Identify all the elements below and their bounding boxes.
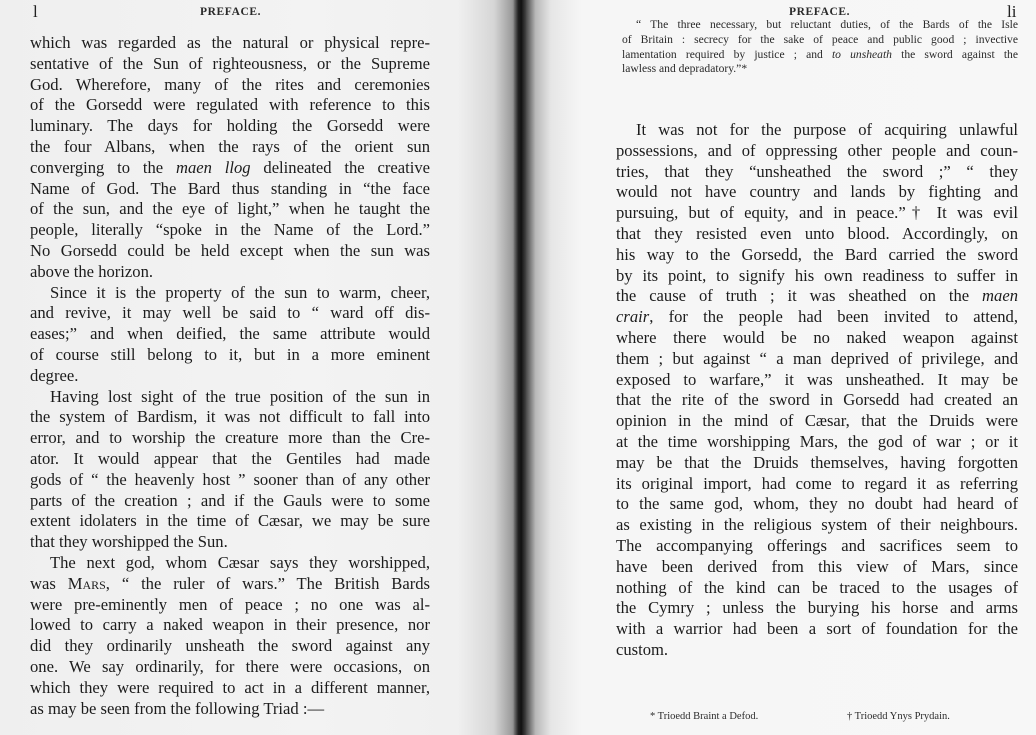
text-line: of the sun, and the eye of light,” when he taught the — [30, 199, 430, 219]
text-line: the cause of truth ; it was sheathed on the maen — [616, 286, 1018, 306]
text-line: error, and to worship the creature more than the Cre- — [30, 428, 430, 448]
right-page-number: li — [1007, 2, 1017, 21]
text-line: opinion in the mind of Cæsar, that the Druids were — [616, 411, 1018, 431]
paragraph — [30, 553, 430, 719]
text-line: luminary. The days for holding the Gorsedd were — [30, 116, 430, 136]
text-line: crair, for the people had been invited to attend, — [616, 307, 1018, 327]
paragraph — [30, 387, 430, 553]
text-line: at the time worshipping Mars, the god of war ; or it — [616, 431, 1018, 451]
text-line: eases;” and when deified, the same attribute would — [30, 324, 430, 344]
right-running-head: PREFACE. — [789, 6, 851, 18]
text-line: to the same god, whom, they no doubt had heard of — [616, 494, 1018, 514]
text-line: degree. — [30, 365, 79, 385]
text-line: that they resisted even unto blood. Accordingly, on — [616, 223, 1018, 243]
left-page-body — [30, 33, 430, 719]
text-line: possessions, and of oppressing other people and coun- — [616, 140, 1018, 160]
paragraph — [30, 283, 430, 387]
triad-quote — [622, 18, 1018, 77]
text-line: would not have country and lands by fighting and — [616, 182, 1018, 202]
quote-line: lawless and depradatory.”* — [622, 62, 748, 76]
footnote-1: * Trioedd Braint a Defod. — [650, 711, 759, 722]
text-line: one. We say ordinarily, for there were occasions, on — [30, 656, 430, 676]
text-line: the four Albans, when the rays of the orient sun — [30, 136, 430, 156]
text-line: The accompanying offerings and sacrifices seem to — [616, 535, 1018, 555]
text-line: them ; but against “ a man deprived of privilege, and — [616, 348, 1018, 368]
text-line: of the Gorsedd were regulated with reference to this — [30, 95, 430, 115]
left-page-number: l — [33, 2, 38, 21]
text-line: tries, that they “unsheathed the sword ;” “ they — [616, 161, 1018, 181]
text-line: that they worshipped the Sun. — [30, 532, 228, 552]
book-gutter — [514, 0, 526, 735]
text-line: above the horizon. — [30, 261, 154, 281]
text-line: people, literally “spoke in the Name of the Lord.” — [30, 220, 430, 240]
quote-line: of Britain : secrecy for the sake of peace and public good ; invective — [622, 32, 1018, 46]
text-line: converging to the maen llog delineated the creative — [30, 157, 430, 177]
text-line: Having lost sight of the true position of the sun in — [50, 386, 430, 406]
text-line: which they were required to act in a different manner, — [30, 677, 430, 697]
text-line: the system of Bardism, it was not difficult to fall into — [30, 407, 430, 427]
paragraph — [616, 120, 1018, 661]
text-line: its original import, had come to regard it as referring — [616, 473, 1018, 493]
text-line: which was regarded as the natural or physical repre- — [30, 33, 430, 52]
text-line: Name of God. The Bard thus standing in “the face — [30, 178, 430, 198]
text-line: have been derived from this view of Mars, since — [616, 556, 1018, 576]
paragraph — [30, 33, 430, 283]
text-line: parts of the creation ; and if the Gauls were to some — [30, 490, 430, 510]
text-line: No Gorsedd could be held except when the sun was — [30, 240, 430, 260]
text-line: as existing in the religious system of their neighbours. — [616, 515, 1018, 535]
text-line: of course still belong to it, but in a more eminent — [30, 344, 430, 364]
text-line: lowed to carry a naked weapon in their presence, nor — [30, 615, 430, 635]
text-line: gods of “ the heavenly host ” sooner than of any other — [30, 469, 430, 489]
left-running-head: PREFACE. — [200, 6, 262, 18]
text-line: did they ordinarily unsheath the sword against any — [30, 636, 430, 656]
text-line: ator. It would appear that the Gentiles had made — [30, 448, 430, 468]
text-line: custom. — [616, 639, 669, 659]
text-line: with a warrior had been a sort of foundation for the — [616, 619, 1018, 639]
text-line: God. Wherefore, many of the rites and ceremonies — [30, 74, 430, 94]
text-line: sentative of the Sun of righteousness, or the Supreme — [30, 53, 430, 73]
text-line: by its point, to signify his own readiness to suffer in — [616, 265, 1018, 285]
quote-line: “ The three necessary, but reluctant duties, of the Bards of the Isle — [636, 18, 1018, 31]
text-line: extent idolaters in the time of Cæsar, we may be sure — [30, 511, 430, 531]
text-line: as may be seen from the following Triad :— — [30, 698, 325, 718]
text-line: exposed to warfare,” it was unsheathed. It may be — [616, 369, 1018, 389]
quote-line: lamentation required by justice ; and to unsheath the sword against the — [622, 47, 1018, 61]
footnote-2: † Trioedd Ynys Prydain. — [847, 711, 950, 722]
right-page-body — [616, 120, 1018, 661]
text-line: were pre-eminently men of peace ; no one was al- — [30, 594, 430, 614]
text-line: was Mars, “ the ruler of wars.” The British Bards — [30, 573, 430, 593]
text-line: It was not for the purpose of acquiring unlawful — [636, 120, 1018, 139]
text-line: and revive, it may well be said to “ ward off dis- — [30, 303, 430, 323]
text-line: Since it is the property of the sun to warm, cheer, — [50, 282, 430, 302]
text-line: The next god, whom Cæsar says they worshipped, — [50, 552, 430, 572]
text-line: his way to the Gorsedd, the Bard carried the sword — [616, 244, 1018, 264]
text-line: the Cymry ; unless the burying his horse and arms — [616, 598, 1018, 618]
text-line: that the rite of the sword in Gorsedd had created an — [616, 390, 1018, 410]
text-line: nothing of the kind can be traced to the usages of — [616, 577, 1018, 597]
text-line: where there would be no naked weapon against — [616, 327, 1018, 347]
text-line: pursuing, but of equity, and in peace.”† It was evil — [616, 203, 1018, 223]
text-line: may be that the Druids themselves, having forgotten — [616, 452, 1018, 472]
